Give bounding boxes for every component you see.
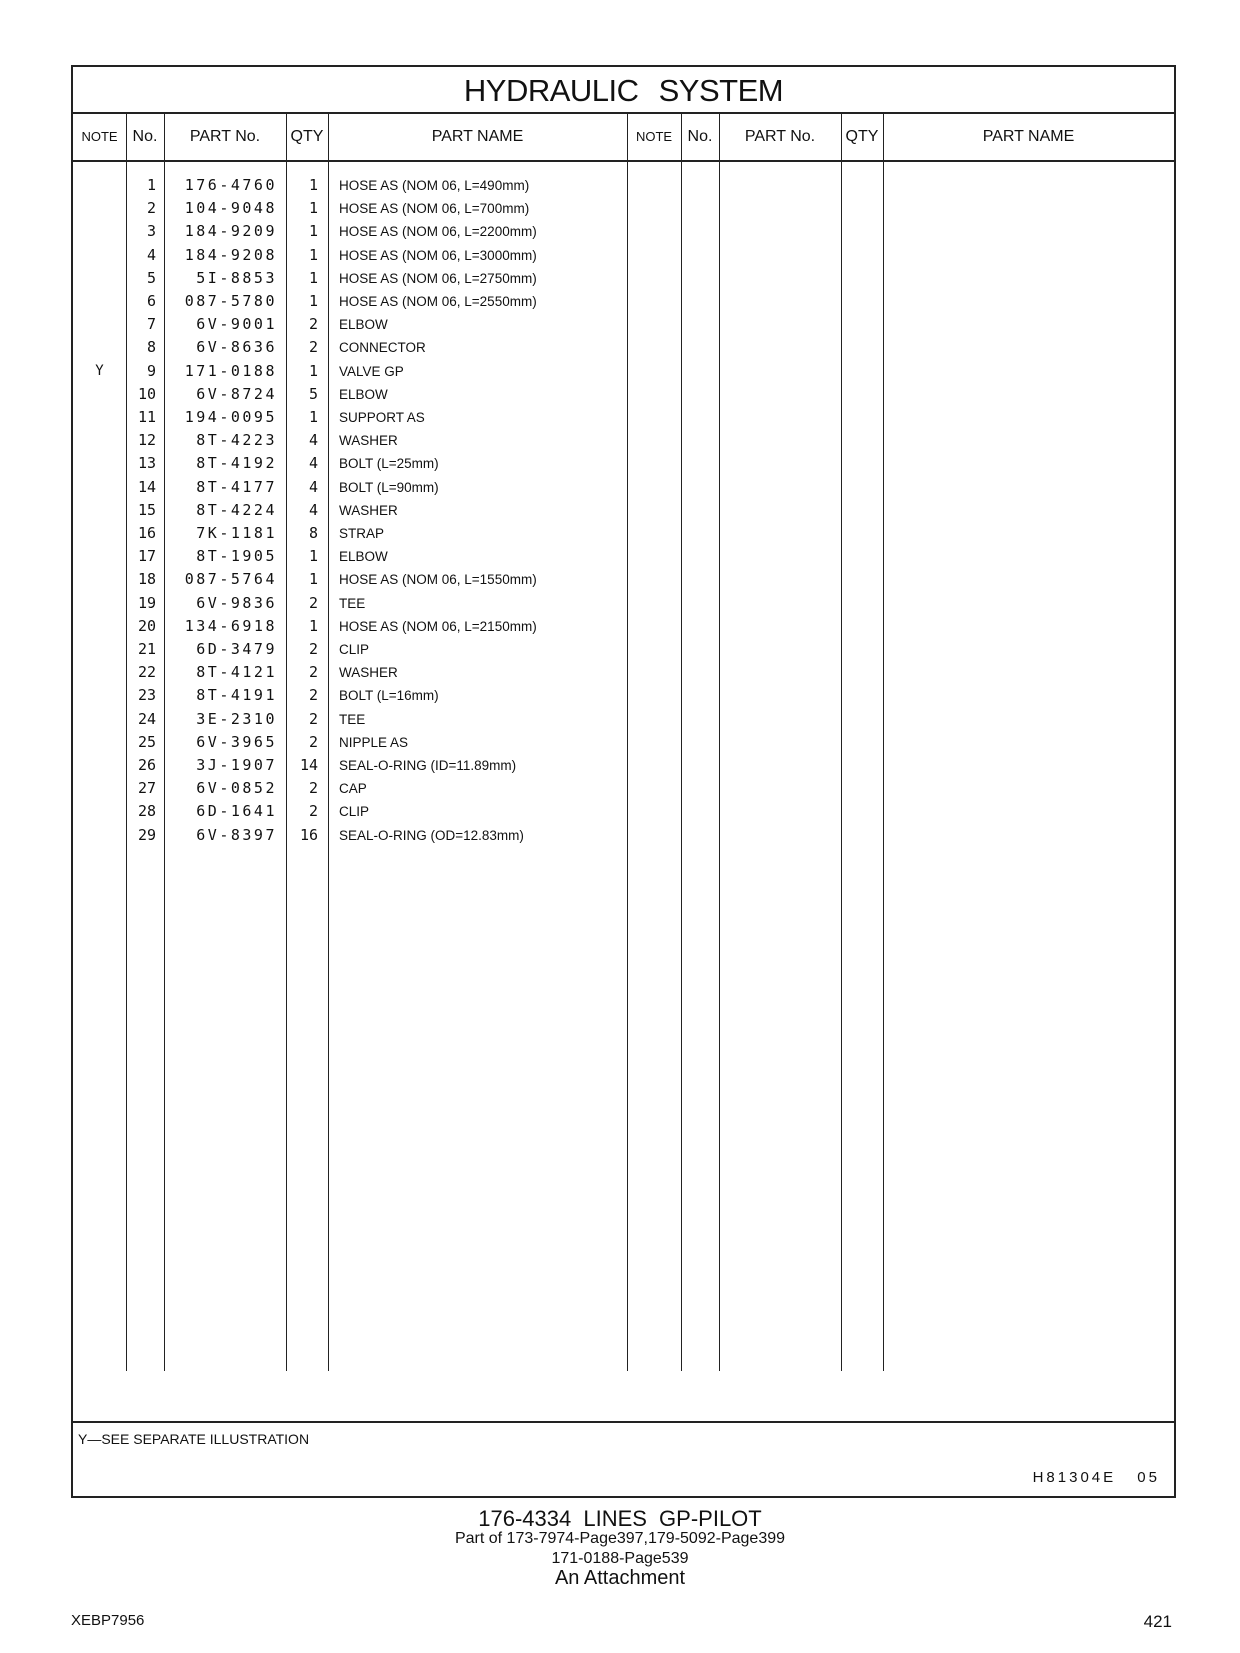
row-part-name: HOSE AS (NOM 06, L=2550mm) xyxy=(339,294,537,309)
row-part-number: 134-6918 xyxy=(184,616,277,635)
row-item-number: 11 xyxy=(137,408,156,426)
row-item-number: 17 xyxy=(137,547,156,566)
row-part-number: 3E-2310 xyxy=(196,709,277,728)
row-quantity: 5 xyxy=(308,384,318,403)
table-row xyxy=(73,244,633,267)
group-title: 176-4334 LINES GP-PILOT xyxy=(478,1506,762,1531)
row-part-name: CLIP xyxy=(339,804,370,820)
row-part-number: 8T-4223 xyxy=(196,431,277,450)
row-item-number: 26 xyxy=(137,756,156,774)
row-quantity: 1 xyxy=(308,570,318,589)
row-part-number: 6D-1641 xyxy=(196,802,277,821)
row-part-number: 3J-1907 xyxy=(196,756,277,774)
row-item-number: 19 xyxy=(137,593,156,612)
row-part-name: HOSE AS (NOM 06, L=2150mm) xyxy=(339,618,537,634)
row-item-number: 4 xyxy=(146,245,156,264)
row-quantity: 1 xyxy=(308,547,318,566)
row-quantity: 2 xyxy=(308,802,318,821)
table-row xyxy=(73,615,633,638)
row-item-number: 27 xyxy=(137,779,156,798)
header-no-right: No. xyxy=(687,128,713,145)
row-quantity: 1 xyxy=(308,199,318,218)
table-row xyxy=(73,777,633,800)
row-part-number: 176-4760 xyxy=(184,176,277,194)
table-row xyxy=(73,313,633,336)
row-item-number: 2 xyxy=(146,199,156,218)
row-quantity: 2 xyxy=(308,709,318,728)
table-row xyxy=(73,661,633,684)
row-item-number: 7 xyxy=(146,315,156,334)
row-part-name: WASHER xyxy=(339,665,398,681)
row-part-number: 104-9048 xyxy=(184,199,277,218)
row-item-number: 23 xyxy=(137,686,156,705)
row-part-name: TEE xyxy=(339,711,366,727)
row-quantity: 1 xyxy=(308,222,318,241)
row-quantity: 2 xyxy=(308,593,318,612)
row-item-number: 18 xyxy=(137,570,156,589)
header-part-no-right: PART No. xyxy=(744,128,816,145)
parts-list-frame xyxy=(71,65,1176,1498)
row-quantity: 1 xyxy=(308,616,318,635)
row-part-number: 8T-4121 xyxy=(196,663,277,682)
row-part-name: STRAP xyxy=(339,526,385,541)
row-part-number: 6V-8397 xyxy=(196,825,277,844)
table-row xyxy=(73,360,633,383)
row-quantity: 1 xyxy=(308,245,318,264)
row-part-number: 6V-0852 xyxy=(196,779,277,798)
row-quantity: 2 xyxy=(308,640,318,658)
row-part-name: HOSE AS (NOM 06, L=2200mm) xyxy=(339,224,537,240)
row-item-number: 3 xyxy=(146,222,156,241)
table-row xyxy=(73,197,633,220)
row-quantity: 2 xyxy=(308,732,318,751)
page-number: 421 xyxy=(1143,1612,1172,1631)
row-part-name: ELBOW xyxy=(339,549,388,565)
page-reference: 171-0188-Page539 xyxy=(551,1550,689,1567)
row-item-number: 5 xyxy=(146,268,156,287)
row-quantity: 16 xyxy=(299,825,318,844)
row-part-name: HOSE AS (NOM 06, L=2750mm) xyxy=(339,270,537,286)
table-row xyxy=(73,708,633,731)
row-quantity: 2 xyxy=(308,663,318,682)
row-part-number: 8T-4192 xyxy=(196,454,277,473)
row-part-name: SUPPORT AS xyxy=(339,410,425,425)
row-part-name: BOLT (L=16mm) xyxy=(339,688,439,704)
page-title: HYDRAULIC SYSTEM xyxy=(73,67,1174,114)
column-divider xyxy=(681,114,682,1371)
column-divider xyxy=(883,114,884,1371)
row-item-number: 14 xyxy=(137,477,156,496)
row-quantity: 1 xyxy=(308,176,318,194)
row-item-number: 25 xyxy=(137,732,156,751)
table-row xyxy=(73,545,633,568)
header-no-left: No. xyxy=(132,128,158,145)
row-part-name: TEE xyxy=(339,595,366,611)
row-part-number: 5I-8853 xyxy=(196,268,277,287)
row-quantity: 4 xyxy=(308,454,318,473)
row-quantity: 4 xyxy=(308,431,318,450)
footer-divider xyxy=(73,1421,1174,1423)
row-item-number: 1 xyxy=(146,176,156,194)
table-row xyxy=(73,568,633,591)
header-qty-right: QTY xyxy=(845,128,879,145)
header-part-no-left: PART No. xyxy=(189,128,261,145)
row-quantity: 1 xyxy=(308,268,318,287)
row-part-number: 184-9209 xyxy=(184,222,277,241)
row-part-name: VALVE GP xyxy=(339,363,404,379)
row-item-number: 13 xyxy=(137,454,156,473)
row-part-number: 194-0095 xyxy=(184,408,277,426)
row-part-name: WASHER xyxy=(339,433,398,449)
row-item-number: 28 xyxy=(137,802,156,821)
table-row xyxy=(73,731,633,754)
document-id: XEBP7956 xyxy=(71,1612,145,1629)
table-row xyxy=(73,452,633,475)
row-part-number: 087-5764 xyxy=(184,570,277,589)
row-item-number: 24 xyxy=(137,709,156,728)
row-part-number: 6V-9001 xyxy=(196,315,277,334)
row-quantity: 1 xyxy=(308,361,318,380)
row-part-name: HOSE AS (NOM 06, L=3000mm) xyxy=(339,247,537,263)
row-part-number: 6V-3965 xyxy=(196,732,277,751)
table-row xyxy=(73,429,633,452)
header-note-left: NOTE xyxy=(81,129,118,144)
row-part-number: 6V-8636 xyxy=(196,338,277,357)
row-item-number: 15 xyxy=(137,500,156,519)
row-part-name: CONNECTOR xyxy=(339,340,426,356)
row-item-number: 8 xyxy=(146,338,156,357)
row-part-number: 087-5780 xyxy=(184,292,277,310)
row-quantity: 1 xyxy=(308,408,318,426)
attachment-label: An Attachment xyxy=(554,1567,686,1589)
row-item-number: 9 xyxy=(146,361,156,380)
row-part-name: NIPPLE AS xyxy=(339,734,409,750)
table-row xyxy=(73,824,633,847)
row-item-number: 6 xyxy=(146,292,156,310)
row-item-number: 21 xyxy=(137,640,156,658)
table-row xyxy=(73,406,633,429)
header-note-right: NOTE xyxy=(635,129,673,144)
row-part-name: CAP xyxy=(339,781,367,797)
row-quantity: 2 xyxy=(308,779,318,798)
table-row xyxy=(73,684,633,707)
table-row xyxy=(73,754,633,777)
row-item-number: 20 xyxy=(137,616,156,635)
row-item-number: 29 xyxy=(137,825,156,844)
row-part-number: 184-9208 xyxy=(184,245,277,264)
row-part-name: HOSE AS (NOM 06, L=490mm) xyxy=(339,178,530,193)
row-quantity: 2 xyxy=(308,315,318,334)
table-row xyxy=(73,499,633,522)
part-of-reference: Part of 173-7974-Page397,179-5092-Page399 xyxy=(454,1530,786,1547)
table-row xyxy=(73,522,633,545)
table-row xyxy=(73,800,633,823)
header-qty-left: QTY xyxy=(290,128,324,145)
column-divider xyxy=(841,114,842,1371)
table-row xyxy=(73,592,633,615)
row-part-number: 8T-4177 xyxy=(196,477,277,496)
row-part-name: CLIP xyxy=(339,642,370,657)
row-part-name: HOSE AS (NOM 06, L=1550mm) xyxy=(339,572,537,588)
row-quantity: 4 xyxy=(308,500,318,519)
row-part-name: ELBOW xyxy=(339,386,388,402)
row-part-name: SEAL-O-RING (OD=12.83mm) xyxy=(339,827,524,843)
table-row xyxy=(73,290,633,313)
header-part-name-right: PART NAME xyxy=(982,128,1075,145)
row-part-number: 6D-3479 xyxy=(196,640,277,658)
row-item-number: 22 xyxy=(137,663,156,682)
row-part-name: ELBOW xyxy=(339,317,388,333)
row-part-number: 8T-4224 xyxy=(196,500,277,519)
row-quantity: 2 xyxy=(308,338,318,357)
row-item-number: 16 xyxy=(137,524,156,542)
row-note: Y xyxy=(95,362,104,379)
column-header-row xyxy=(73,114,1174,162)
table-row xyxy=(73,267,633,290)
table-row xyxy=(73,174,633,197)
table-row xyxy=(73,220,633,243)
row-quantity: 8 xyxy=(308,524,318,542)
row-part-name: BOLT (L=25mm) xyxy=(339,456,439,472)
row-quantity: 14 xyxy=(299,756,318,774)
row-part-number: 7K-1181 xyxy=(196,524,277,542)
row-part-number: 6V-9836 xyxy=(196,593,277,612)
row-part-name: WASHER xyxy=(339,502,398,518)
table-row xyxy=(73,336,633,359)
header-part-name-left: PART NAME xyxy=(431,128,524,145)
illustration-code: H81304E 05 xyxy=(1032,1469,1160,1486)
row-part-name: SEAL-O-RING (ID=11.89mm) xyxy=(339,758,517,773)
column-divider xyxy=(719,114,720,1371)
row-item-number: 10 xyxy=(137,384,156,403)
note-legend: Y—SEE SEPARATE ILLUSTRATION xyxy=(78,1431,310,1447)
row-item-number: 12 xyxy=(137,431,156,450)
row-part-number: 8T-1905 xyxy=(196,547,277,566)
row-part-name: BOLT (L=90mm) xyxy=(339,479,439,495)
table-row xyxy=(73,476,633,499)
row-part-number: 6V-8724 xyxy=(196,384,277,403)
row-part-number: 171-0188 xyxy=(184,361,277,380)
row-quantity: 1 xyxy=(308,292,318,310)
table-row xyxy=(73,383,633,406)
row-part-name: HOSE AS (NOM 06, L=700mm) xyxy=(339,201,530,217)
row-quantity: 4 xyxy=(308,477,318,496)
row-part-number: 8T-4191 xyxy=(196,686,277,705)
table-row xyxy=(73,638,633,661)
row-quantity: 2 xyxy=(308,686,318,705)
